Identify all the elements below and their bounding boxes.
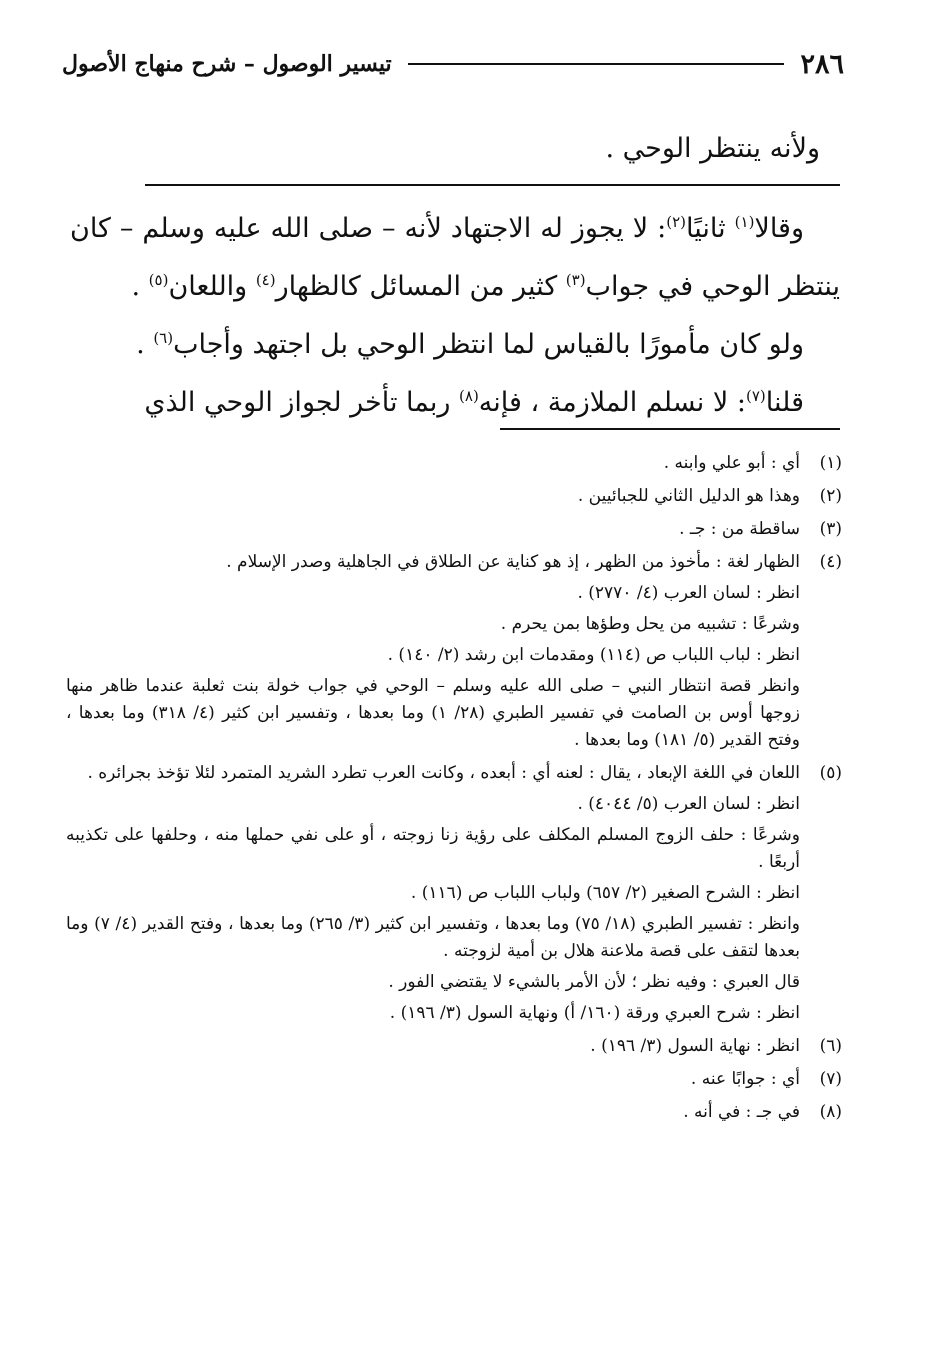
p1-text-e: واللعان bbox=[168, 271, 256, 302]
page-header bbox=[62, 44, 844, 84]
footnote-separator bbox=[500, 428, 840, 430]
footnote-ref-3: (٣) bbox=[565, 271, 586, 289]
page-number: ٢٨٦ bbox=[800, 48, 844, 80]
footnote bbox=[66, 1099, 842, 1126]
lead-line bbox=[145, 120, 840, 186]
footnote-body bbox=[66, 1066, 800, 1093]
footnote bbox=[66, 516, 842, 543]
footnote-body bbox=[66, 549, 800, 754]
footnote-line: وهذا هو الدليل الثاني للجبائيين . bbox=[577, 486, 800, 506]
footnotes bbox=[66, 450, 842, 1132]
footnote-number: (٤) bbox=[819, 552, 842, 572]
footnote-ref-1: (١) bbox=[734, 213, 755, 231]
paragraph-1 bbox=[70, 200, 840, 316]
footnote-line: قال العبري : وفيه نظر ؛ لأن الأمر بالشيء لا يقتضي الفور . bbox=[388, 972, 800, 992]
footnote-body bbox=[66, 450, 800, 477]
footnote-body bbox=[66, 760, 800, 1027]
p1-text-a: وقالا bbox=[754, 213, 804, 244]
p3-text-c: ربما تأخر لجواز الوحي الذي bbox=[144, 387, 460, 418]
p1-text-d: كثير من المسائل كالظهار bbox=[275, 271, 566, 302]
footnote-line: في جـ : في أنه . bbox=[683, 1102, 800, 1122]
footnote bbox=[66, 483, 842, 510]
footnote-line: أي : أبو علي وابنه . bbox=[663, 453, 800, 473]
footnote-body bbox=[66, 1099, 800, 1126]
main-text bbox=[70, 120, 840, 432]
p1-text-c: : لا يجوز له الاجتهاد لأنه – صلى الله عليه وسلم – كان ينتظر الوحي في جواب bbox=[70, 213, 840, 302]
footnote-body bbox=[66, 1033, 800, 1060]
p3-text-a: قلنا bbox=[765, 387, 804, 418]
footnote-line: وشرعًا : حلف الزوج المسلم المكلف على رؤية زنا زوجته ، أو على نفي حملها منه ، وحلفها على تكذيبه أربعًا . bbox=[66, 825, 800, 872]
footnote-number: (١) bbox=[819, 453, 842, 473]
paragraph-3 bbox=[70, 374, 840, 432]
footnote-number: (٦) bbox=[819, 1036, 842, 1056]
footnote-line: وشرعًا : تشبيه من يحل وطؤها بمن يحرم . bbox=[500, 614, 800, 634]
footnote-line: انظر : لباب اللباب ص (١١٤) ومقدمات ابن رشد (٢/ ١٤٠) . bbox=[387, 645, 800, 665]
footnote-line: انظر : لسان العرب (٥/ ٤٠٤٤) . bbox=[577, 794, 800, 814]
footnote-number: (٧) bbox=[819, 1069, 842, 1089]
header-rule bbox=[408, 63, 785, 65]
footnote-ref-8: (٨) bbox=[459, 387, 479, 405]
footnote-line: انظر : لسان العرب (٤/ ٢٧٧٠) . bbox=[577, 583, 800, 603]
footnote-line: الظهار لغة : مأخوذ من الظهر ، إذ هو كناية عن الطلاق في الجاهلية وصدر الإسلام . bbox=[226, 552, 800, 572]
footnote-line: أي : جوابًا عنه . bbox=[690, 1069, 800, 1089]
footnote-number: (٨) bbox=[819, 1102, 842, 1122]
footnote-number: (٣) bbox=[819, 519, 842, 539]
footnote bbox=[66, 1066, 842, 1093]
p1-text-b: ثانيًا bbox=[686, 213, 735, 244]
p3-text-b: : لا نسلم الملازمة ، فإنه bbox=[478, 387, 746, 418]
footnote-line: ساقطة من : جـ . bbox=[679, 519, 800, 539]
lead-text: ولأنه ينتظر الوحي . bbox=[605, 133, 820, 164]
running-title: تيسير الوصول – شرح منهاج الأصول bbox=[62, 51, 392, 77]
footnote-line: انظر : شرح العبري ورقة (١٦٠/ أ) ونهاية السول (٣/ ١٩٦) . bbox=[389, 1003, 800, 1023]
footnote bbox=[66, 450, 842, 477]
footnote bbox=[66, 760, 842, 1027]
footnote-line: وانظر قصة انتظار النبي – صلى الله عليه وسلم – الوحي في جواب خولة بنت ثعلبة عندما ظاهر منها زوجها أوس بن الصامت في تفسير الطبري (٢٨/ ١) وما بعدها ، وتفسير ابن كثير (٤/ ٣١٨) وما بعدها ، وفتح القدير (٥/ ١٨١) وما بعدها . bbox=[66, 676, 801, 750]
footnote-line: انظر : الشرح الصغير (٢/ ٦٥٧) ولباب اللباب ص (١١٦) . bbox=[410, 883, 800, 903]
p2-text-b: . bbox=[136, 329, 154, 360]
p2-text-a: ولو كان مأمورًا بالقياس لما انتظر الوحي بل اجتهد وأجاب bbox=[173, 329, 804, 360]
p1-text-f: . bbox=[131, 271, 149, 302]
footnote-ref-6: (٦) bbox=[153, 329, 174, 347]
footnote-ref-5: (٥) bbox=[148, 271, 169, 289]
footnote-body bbox=[66, 516, 800, 543]
paragraph-2 bbox=[70, 316, 840, 374]
footnote-ref-7: (٧) bbox=[745, 387, 766, 405]
footnote bbox=[66, 1033, 842, 1060]
footnote-number: (٥) bbox=[819, 763, 842, 783]
footnote-line: اللعان في اللغة الإبعاد ، يقال : لعنه أي : أبعده ، وكانت العرب تطرد الشريد المتمرد لئلا تؤخذ بجرائره . bbox=[87, 763, 800, 783]
footnote-number: (٢) bbox=[819, 486, 842, 506]
footnote-body bbox=[66, 483, 800, 510]
footnote-line: وانظر : تفسير الطبري (١٨/ ٧٥) وما بعدها ، وتفسير ابن كثير (٣/ ٢٦٥) وما بعدها ، وفتح القدير (٤/ ٧) وما بعدها لتقف على قصة ملاعنة هلال بن أمية لزوجته . bbox=[66, 914, 801, 961]
footnote-line: انظر : نهاية السول (٣/ ١٩٦) . bbox=[590, 1036, 800, 1056]
footnote-ref-2: (٢) bbox=[666, 213, 687, 231]
footnote-ref-4: (٤) bbox=[255, 271, 276, 289]
footnote bbox=[66, 549, 842, 754]
